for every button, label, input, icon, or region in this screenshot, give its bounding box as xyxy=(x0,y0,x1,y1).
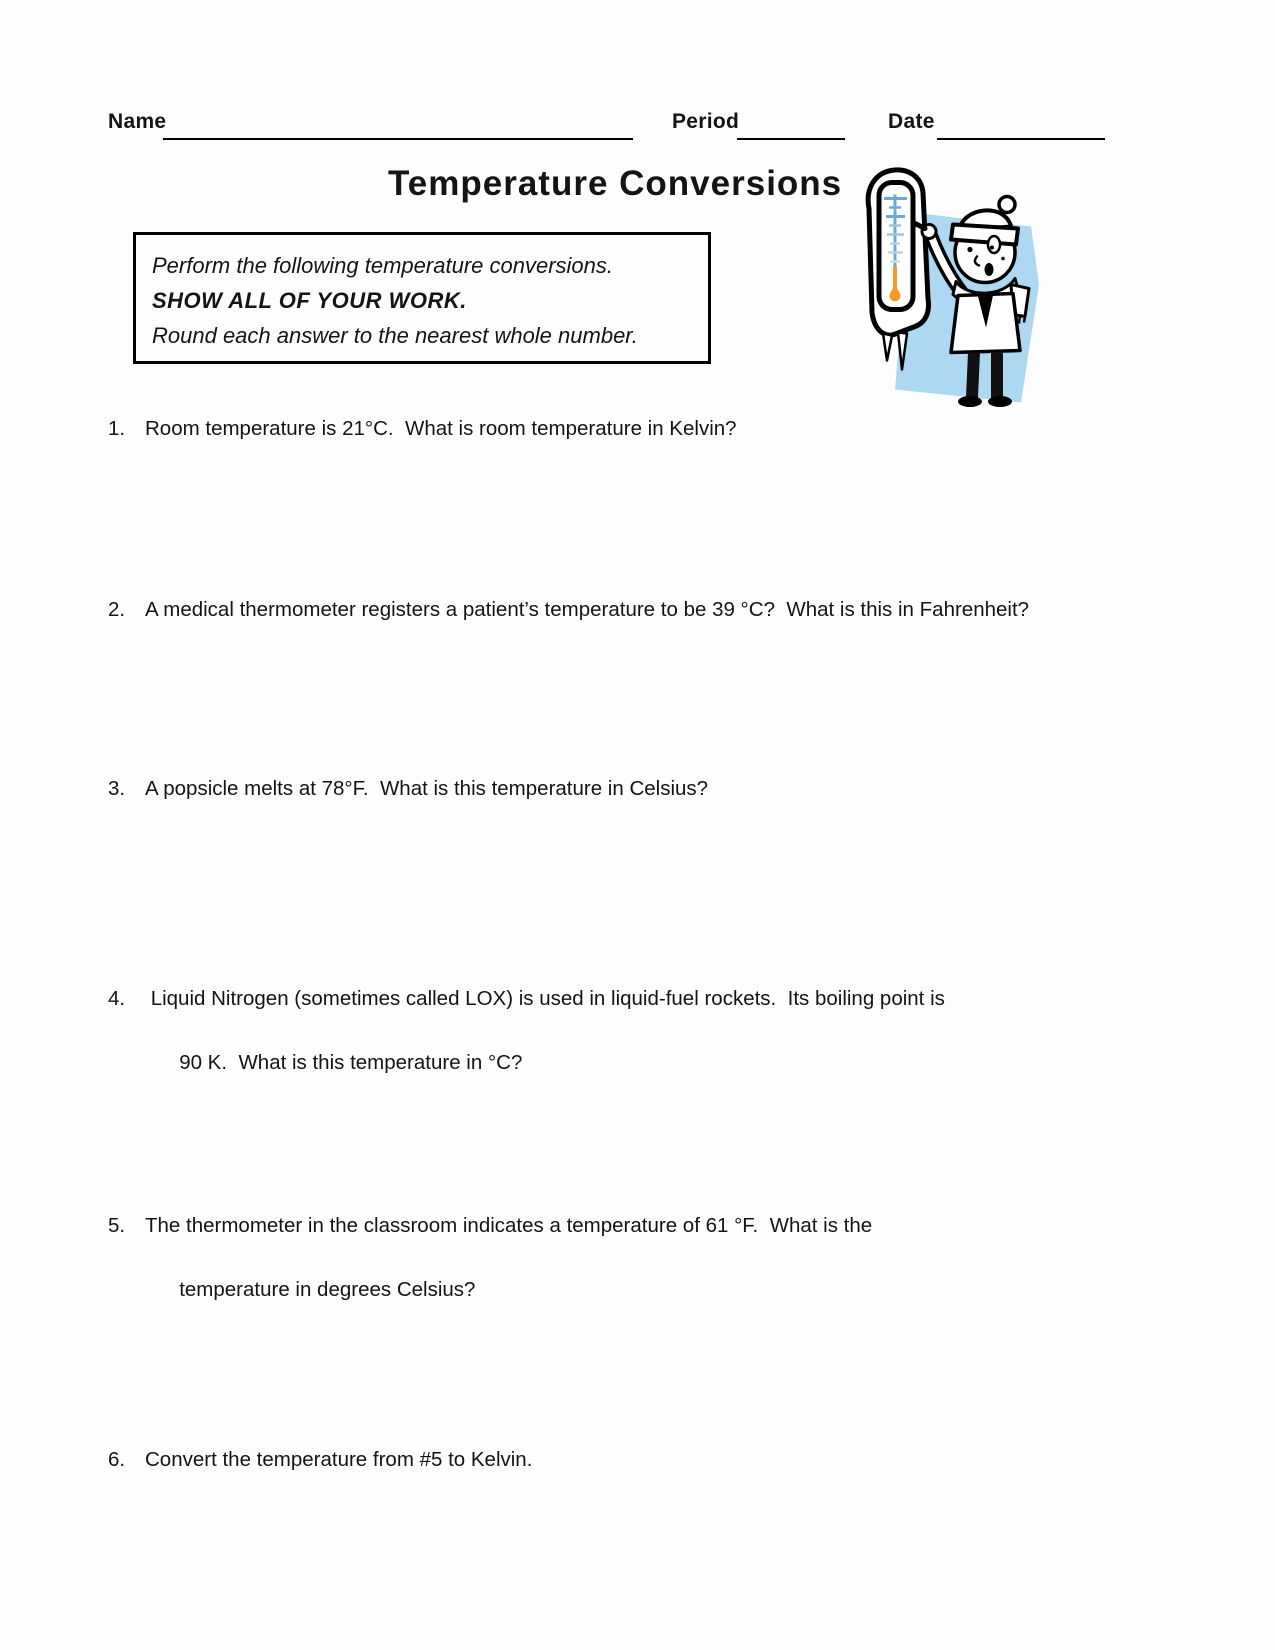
instructions-line-2: SHOW ALL OF YOUR WORK. xyxy=(152,288,467,313)
instructions-line-3: Round each answer to the nearest whole number. xyxy=(152,323,638,348)
question-4-text xyxy=(145,983,945,1079)
question-1-text: Room temperature is 21°C. What is room temperature in Kelvin? xyxy=(145,417,737,440)
question-1-number: 1. xyxy=(108,417,126,440)
question-6-text: Convert the temperature from #5 to Kelvin. xyxy=(145,1448,533,1471)
question-5 xyxy=(108,1210,1208,1306)
frozen-thermometer-illustration xyxy=(843,162,1043,417)
period-blank-line xyxy=(737,138,845,140)
question-5-line-1: The thermometer in the classroom indicates a temperature of 61 °F. What is the xyxy=(145,1214,873,1237)
question-5-number: 5. xyxy=(108,1214,126,1237)
question-4-line-1: Liquid Nitrogen (sometimes called LOX) is used in liquid-fuel rockets. Its boiling point is xyxy=(145,987,945,1010)
question-3-number: 3. xyxy=(108,777,126,800)
name-blank-line xyxy=(163,138,633,140)
question-6-number: 6. xyxy=(108,1448,126,1471)
question-2-number: 2. xyxy=(108,598,126,621)
question-5-text xyxy=(145,1210,872,1306)
question-4-number: 4. xyxy=(108,987,126,1010)
question-6 xyxy=(108,1444,1208,1476)
period-label: Period xyxy=(672,110,740,133)
question-1 xyxy=(108,413,1208,445)
question-3 xyxy=(108,773,1208,805)
question-2 xyxy=(108,594,1208,626)
name-label: Name xyxy=(108,110,167,133)
question-5-line-2: temperature in degrees Celsius? xyxy=(179,1278,476,1301)
question-2-text: A medical thermometer registers a patient’s temperature to be 39 °C? What is this in Fahrenheit? xyxy=(145,598,1030,621)
page-title: Temperature Conversions xyxy=(388,164,843,203)
question-4-line-2: 90 K. What is this temperature in °C? xyxy=(179,1051,523,1074)
question-4 xyxy=(108,983,1208,1079)
date-label: Date xyxy=(888,110,935,133)
instructions-box xyxy=(133,232,711,364)
question-3-text: A popsicle melts at 78°F. What is this temperature in Celsius? xyxy=(145,777,709,800)
date-blank-line xyxy=(937,138,1105,140)
instructions-line-1: Perform the following temperature conversions. xyxy=(152,253,613,278)
